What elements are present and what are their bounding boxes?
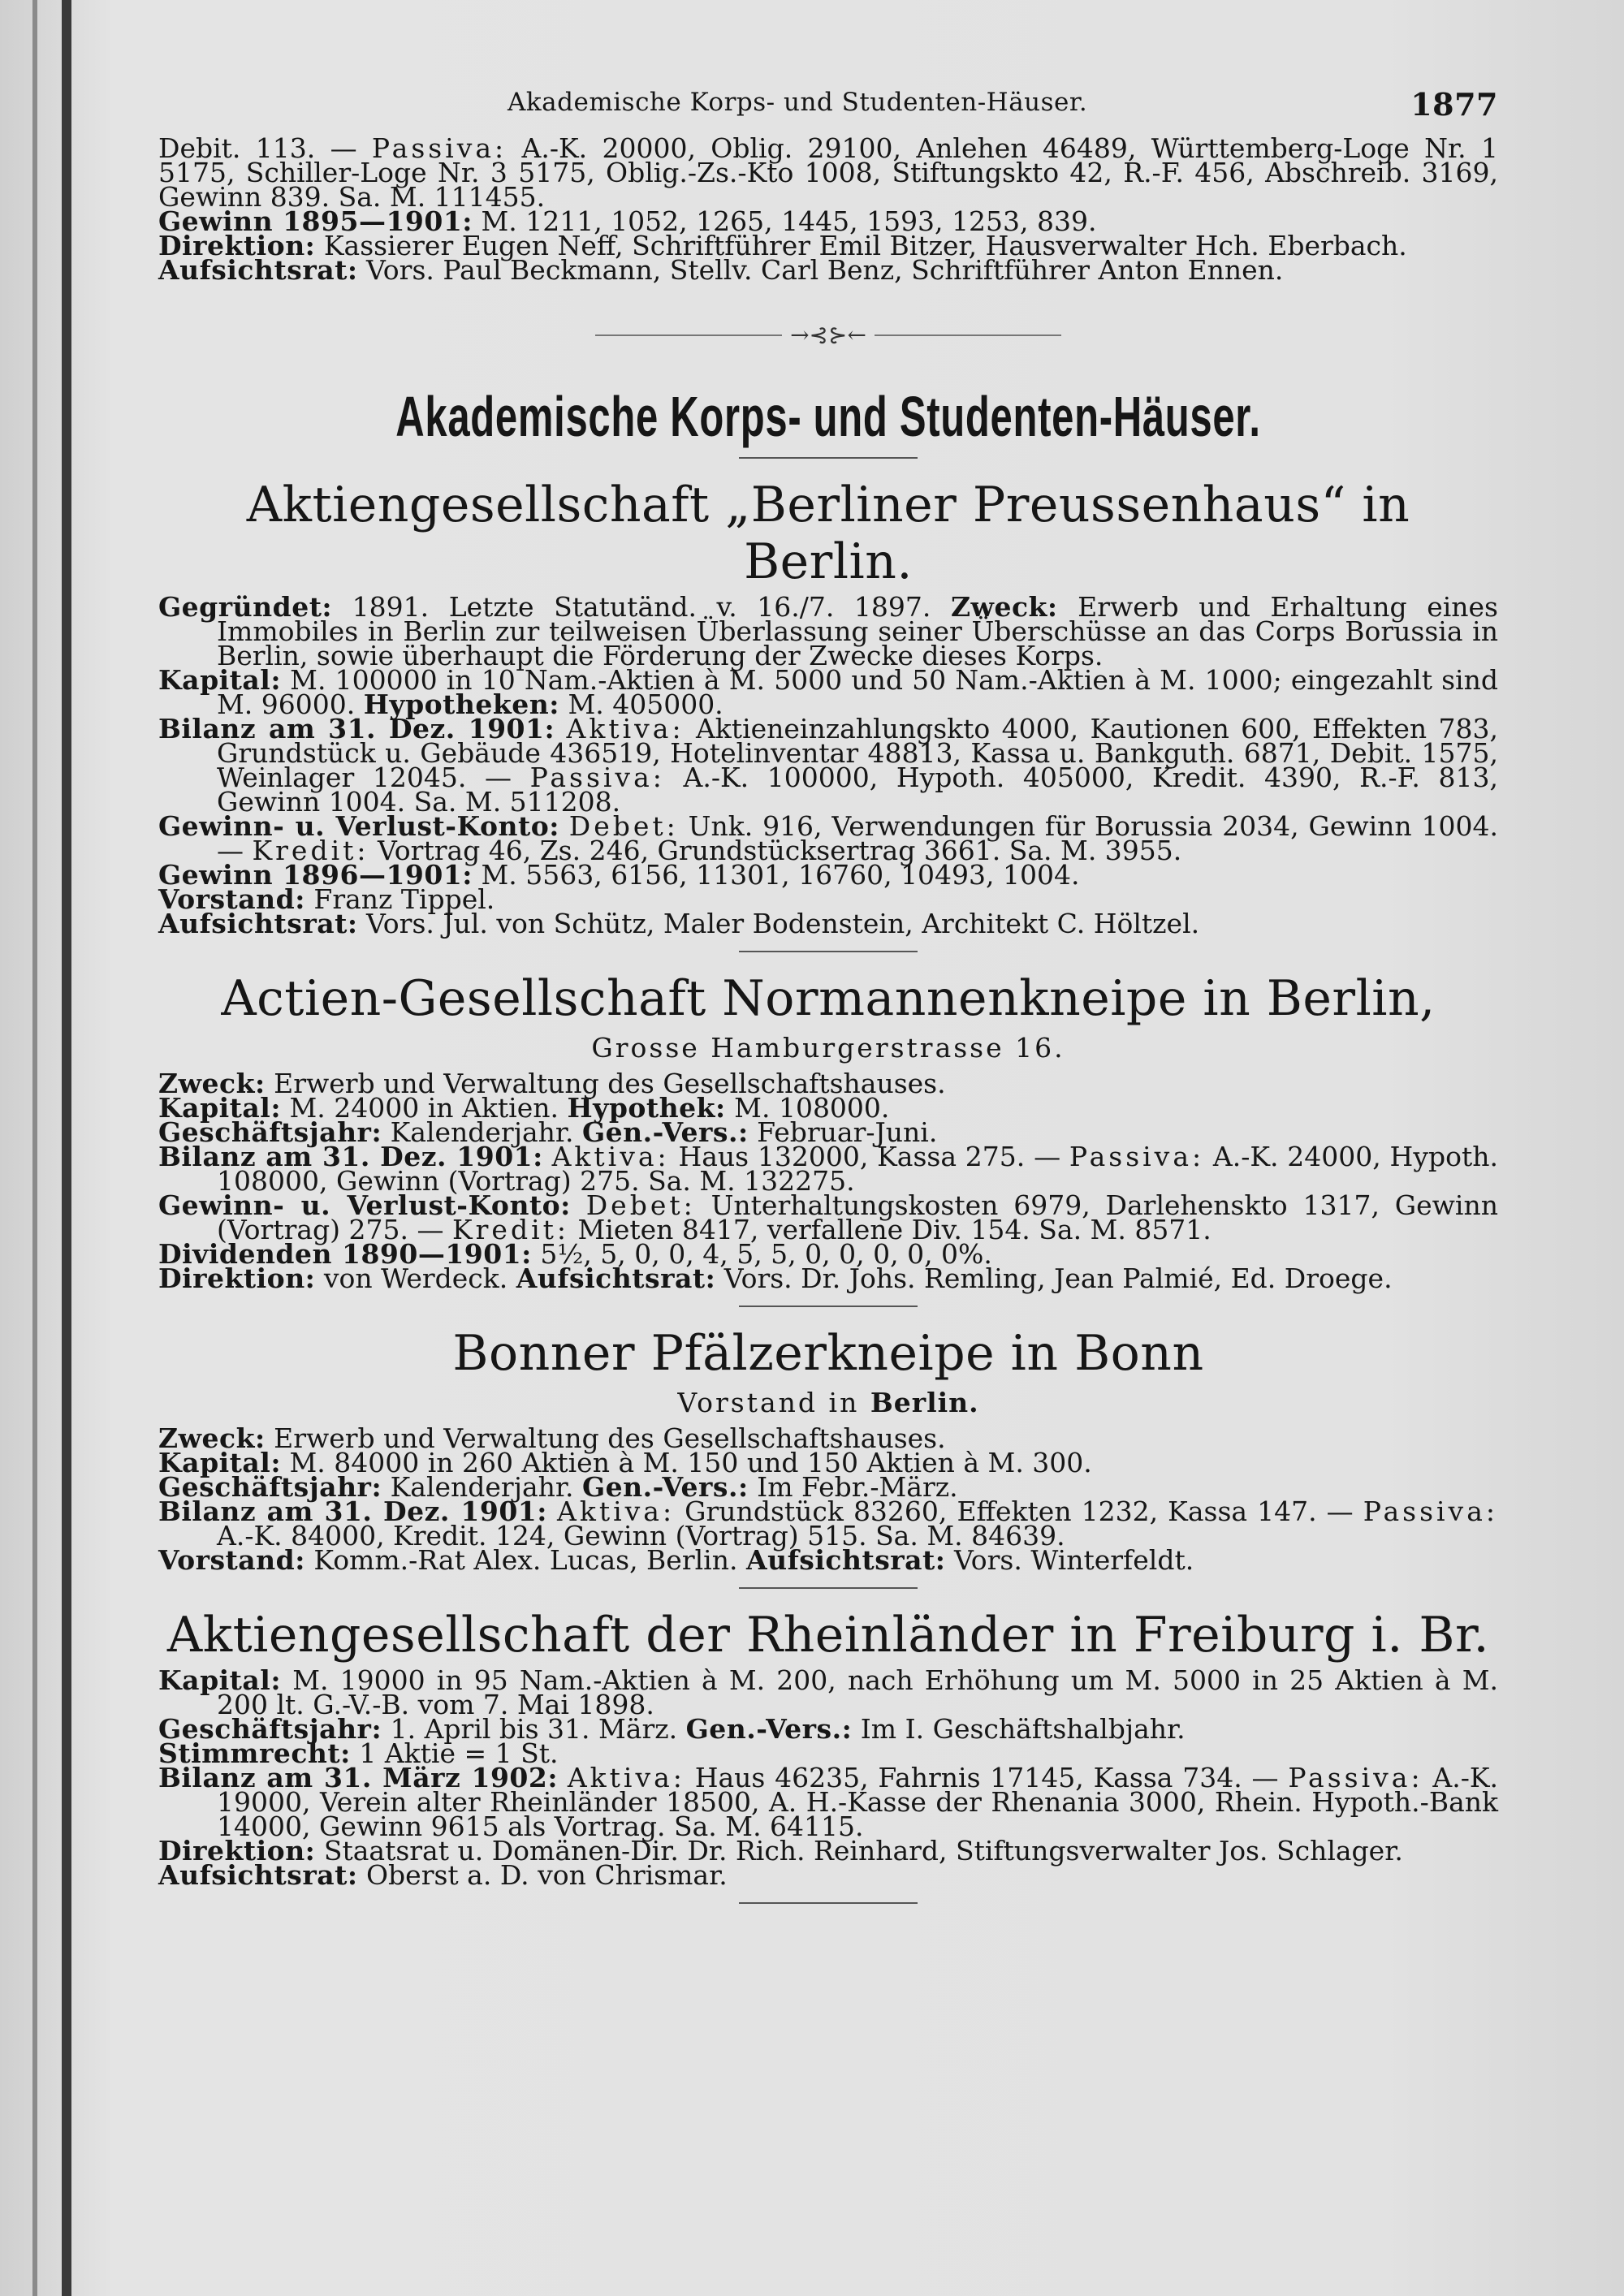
prev-balance: Debit. 113. — Passiva: A.-K. 20000, Oblig. 29100, Anlehen 46489, Württemberg-Loge Nr. 1 5175, Schiller-Loge Nr. 3 5175, Oblig.-Zs.-Kto 1008, Stiftungskto 42, R.-F. 456, Abschreib. 3169, Gewinn 839. Sa. M. 111455.: [158, 132, 1498, 213]
bilanz-line: Bilanz am 31. Dez. 1901: Aktiva: Haus 132000, Kassa 275. — Passiva: A.-K. 24000, Hypoth. 108000, Gewinn (Vortrag) 275. Sa. M. 132275.: [158, 1141, 1498, 1197]
prev-gewinn: Gewinn 1895—1901: M. 1211, 1052, 1265, 1445, 1593, 1253, 839.: [158, 205, 1097, 237]
guv-line: Gewinn- u. Verlust-Konto: Debet: Unterhaltungskosten 6979, Darlehenskto 1317, Gewinn (Vortrag) 275. — Kredit: Mieten 8417, verfallene Div. 154. Sa. M. 8571.: [158, 1189, 1498, 1245]
stimmrecht-line: Stimmrecht: 1 Aktie = 1 St.: [158, 1737, 559, 1769]
bilanz-line: Bilanz am 31. Dez. 1901: Aktiva: Aktieneinzahlungskto 4000, Kautionen 600, Effekten 783, Grundstück u. Gebäude 436519, Hotelinventar 48813, Kassa u. Bankguth. 6871, Debit. 1575, Weinlager 12045. — Passiva: A.-K. 100000, Hypoth. 405000, Kredit. 4390, R.-F. 813, Gewinn 1004. Sa. M. 511208.: [158, 713, 1498, 818]
running-head-title: Akademische Korps- und Studenten-Häuser.: [508, 88, 1088, 117]
kapital-line: Kapital: M. 19000 in 95 Nam.-Aktien à M. 200, nach Erhöhung um M. 5000 in 25 Aktien à M. 200 lt. G.-V.-B. vom 7. Mai 1898.: [158, 1664, 1498, 1720]
divider: [739, 1902, 918, 1904]
geschaeftsjahr-line: Geschäftsjahr: 1. April bis 31. März. Gen.-Vers.: Im I. Geschäftshalbjahr.: [158, 1713, 1186, 1745]
geschaeftsjahr-line: Geschäftsjahr: Kalenderjahr. Gen.-Vers.: Februar-Juni.: [158, 1116, 938, 1148]
kapital-line: Kapital: M. 100000 in 10 Nam.-Aktien à M. 5000 und 50 Nam.-Aktien à M. 1000; eingezahlt sind M. 96000. Hypotheken: M. 405000.: [158, 664, 1498, 720]
ornament-divider: [158, 322, 1498, 348]
gewinn-line: Gewinn 1896—1901: M. 5563, 6156, 11301, 16760, 10493, 1004.: [158, 859, 1080, 891]
prev-aufsichtsrat: Aufsichtsrat: Vors. Paul Beckmann, Stellv. Carl Benz, Schriftführer Anton Ennen.: [158, 254, 1284, 286]
bilanz-line: Bilanz am 31. März 1902: Aktiva: Haus 46235, Fahrnis 17145, Kassa 734. — Passiva: A.-K. 19000, Verein alter Rheinländer 18500, A. H.-Kasse der Rhenania 3000, Rhein. Hypoth.-Bank 14000, Gewinn 9615 als Vortrag. Sa. M. 64115.: [158, 1762, 1498, 1842]
divider: [739, 951, 918, 952]
company-entry: [158, 477, 1498, 939]
vorstand-line: Vorstand: Franz Tippel.: [158, 883, 495, 915]
page-number: 1877: [1410, 86, 1498, 123]
binding-shadow: [62, 0, 71, 2296]
company-title: Bonner Pfälzerkneipe in Bonn: [452, 1325, 1204, 1382]
zweck-line: Zweck: Erwerb und Verwaltung des Gesellschaftshauses.: [158, 1422, 946, 1454]
binding-edge: [32, 0, 37, 2296]
gegruendet-line: Gegründet: 1891. Letzte Statutänd. v. 16./7. 1897. Zweck: Erwerb und Erhaltung eines Immobiles in Berlin zur teilweisen Überlassung seiner Überschüsse an das Corps Borussia in Berlin, sowie überhaupt die Förderung der Zwecke dieses Korps.: [158, 591, 1498, 671]
company-entry: [158, 1607, 1498, 1891]
kapital-line: Kapital: M. 24000 in Aktien. Hypothek: M. 108000.: [158, 1092, 890, 1124]
company-subtitle: Vorstand in Berlin.: [677, 1387, 979, 1418]
aufsichtsrat-line: Aufsichtsrat: Oberst a. D. von Chrismar.: [158, 1859, 728, 1891]
prev-direktion: Direktion: Kassierer Eugen Neff, Schriftführer Emil Bitzer, Hausverwalter Hch. Eberbach.: [158, 230, 1407, 261]
company-title: Aktiengesellschaft „Berliner Preussenhaus“ in Berlin.: [246, 477, 1410, 590]
kapital-line: Kapital: M. 84000 in 260 Aktien à M. 150 und 150 Aktien à M. 300.: [158, 1447, 1092, 1478]
company-title: Actien-Gesellschaft Normannenkneipe in Berlin,: [221, 970, 1436, 1027]
divider: [739, 1587, 918, 1589]
company-entry: [158, 1325, 1498, 1576]
zweck-line: Zweck: Erwerb und Verwaltung des Gesellschaftshauses.: [158, 1068, 946, 1099]
bilanz-line: Bilanz am 31. Dez. 1901: Aktiva: Grundstück 83260, Effekten 1232, Kassa 147. — Passiva: A.-K. 84000, Kredit. 124, Gewinn (Vortrag) 515. Sa. M. 84639.: [158, 1495, 1498, 1552]
vorstand-line: Vorstand: Komm.-Rat Alex. Lucas, Berlin. Aufsichtsrat: Vors. Winterfeldt.: [158, 1544, 1194, 1576]
company-entry: [158, 970, 1498, 1294]
direktion-line: Direktion: Staatsrat u. Domänen-Dir. Dr. Rich. Reinhard, Stiftungsverwalter Jos. Schlager.: [158, 1835, 1403, 1867]
running-head: [158, 88, 1498, 136]
company-address: Grosse Hamburgerstrasse 16.: [591, 1032, 1065, 1064]
previous-entry: [158, 132, 1498, 286]
divider: [739, 457, 918, 459]
dividenden-line: Dividenden 1890—1901: 5½, 5, 0, 0, 4, 5, 5, 0, 0, 0, 0, 0%.: [158, 1238, 992, 1270]
direktion-line: Direktion: von Werdeck. Aufsichtsrat: Vors. Dr. Johs. Remling, Jean Palmié, Ed. Droege.: [158, 1262, 1393, 1294]
company-title: Aktiengesellschaft der Rheinländer in Freiburg i. Br.: [166, 1607, 1490, 1664]
ornament-icon: →⊰⊱←: [790, 322, 866, 348]
section-heading: Akademische Korps- und Studenten-Häuser.: [395, 385, 1261, 448]
guv-line: Gewinn- u. Verlust-Konto: Debet: Unk. 916, Verwendungen für Borussia 2034, Gewinn 1004. — Kredit: Vortrag 46, Zs. 246, Grundstücksertrag 3661. Sa. M. 3955.: [158, 810, 1498, 866]
divider: [739, 1306, 918, 1307]
page-content: [158, 88, 1498, 1922]
geschaeftsjahr-line: Geschäftsjahr: Kalenderjahr. Gen.-Vers.: Im Febr.-März.: [158, 1471, 958, 1503]
aufsichtsrat-line: Aufsichtsrat: Vors. Jul. von Schütz, Maler Bodenstein, Architekt C. Höltzel.: [158, 908, 1200, 939]
